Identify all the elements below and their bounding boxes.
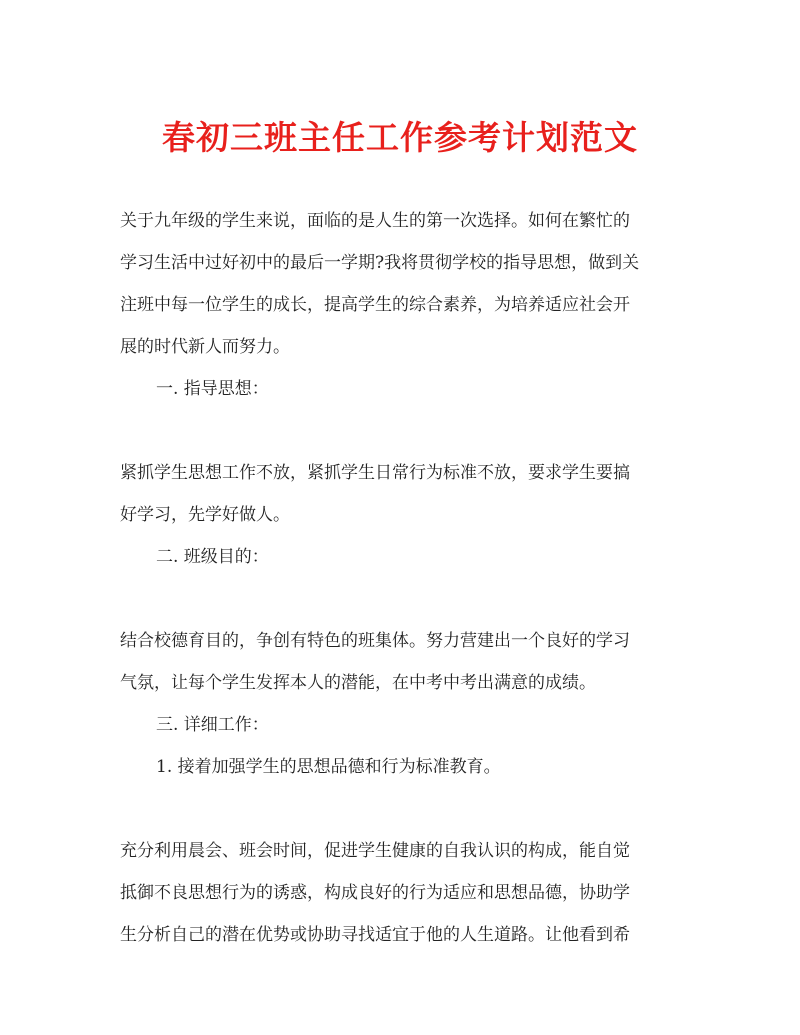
section-heading-detailed-work: 三. 详细工作： — [156, 715, 269, 735]
section2-line: 结合校德育目的，争创有特色的班集体。努力营建出一个良好的学习 — [120, 631, 630, 651]
section1-line: 紧抓学生思想工作不放，紧抓学生日常行为标准不放，要求学生要搞 — [120, 463, 630, 483]
intro-line: 关于九年级的学生来说，面临的是人生的第一次选择。如何在繁忙的 — [120, 211, 630, 231]
section-heading-guiding-thought: 一. 指导思想： — [156, 379, 269, 399]
document-title: 春初三班主任工作参考计划范文 — [162, 118, 638, 157]
sub-heading-moral-education: 1. 接着加强学生的思想品德和行为标准教育。 — [156, 757, 501, 777]
paragraph-gap — [120, 410, 680, 452]
section3-line: 生分析自己的潜在优势或协助寻找适宜于他的人生道路。让他看到希 — [120, 925, 630, 945]
section2-line: 气氛，让每个学生发挥本人的潜能，在中考中考出满意的成绩。 — [120, 673, 596, 693]
section-heading-class-goal: 二. 班级目的： — [156, 547, 269, 567]
intro-line: 展的时代新人而努力。 — [120, 337, 290, 357]
intro-line: 注班中每一位学生的成长，提高学生的综合素养，为培养适应社会开 — [120, 295, 630, 315]
section3-line: 抵御不良思想行为的诱惑，构成良好的行为适应和思想品德，协助学 — [120, 883, 630, 903]
section3-line: 充分利用晨会、班会时间，促进学生健康的自我认识的构成，能自觉 — [120, 841, 630, 861]
section1-line: 好学习，先学好做人。 — [120, 505, 290, 525]
document-body — [120, 200, 680, 956]
intro-line: 学习生活中过好初中的最后一学期?我将贯彻学校的指导思想，做到关 — [120, 253, 640, 273]
paragraph-gap — [120, 578, 680, 620]
paragraph-gap — [120, 788, 680, 830]
